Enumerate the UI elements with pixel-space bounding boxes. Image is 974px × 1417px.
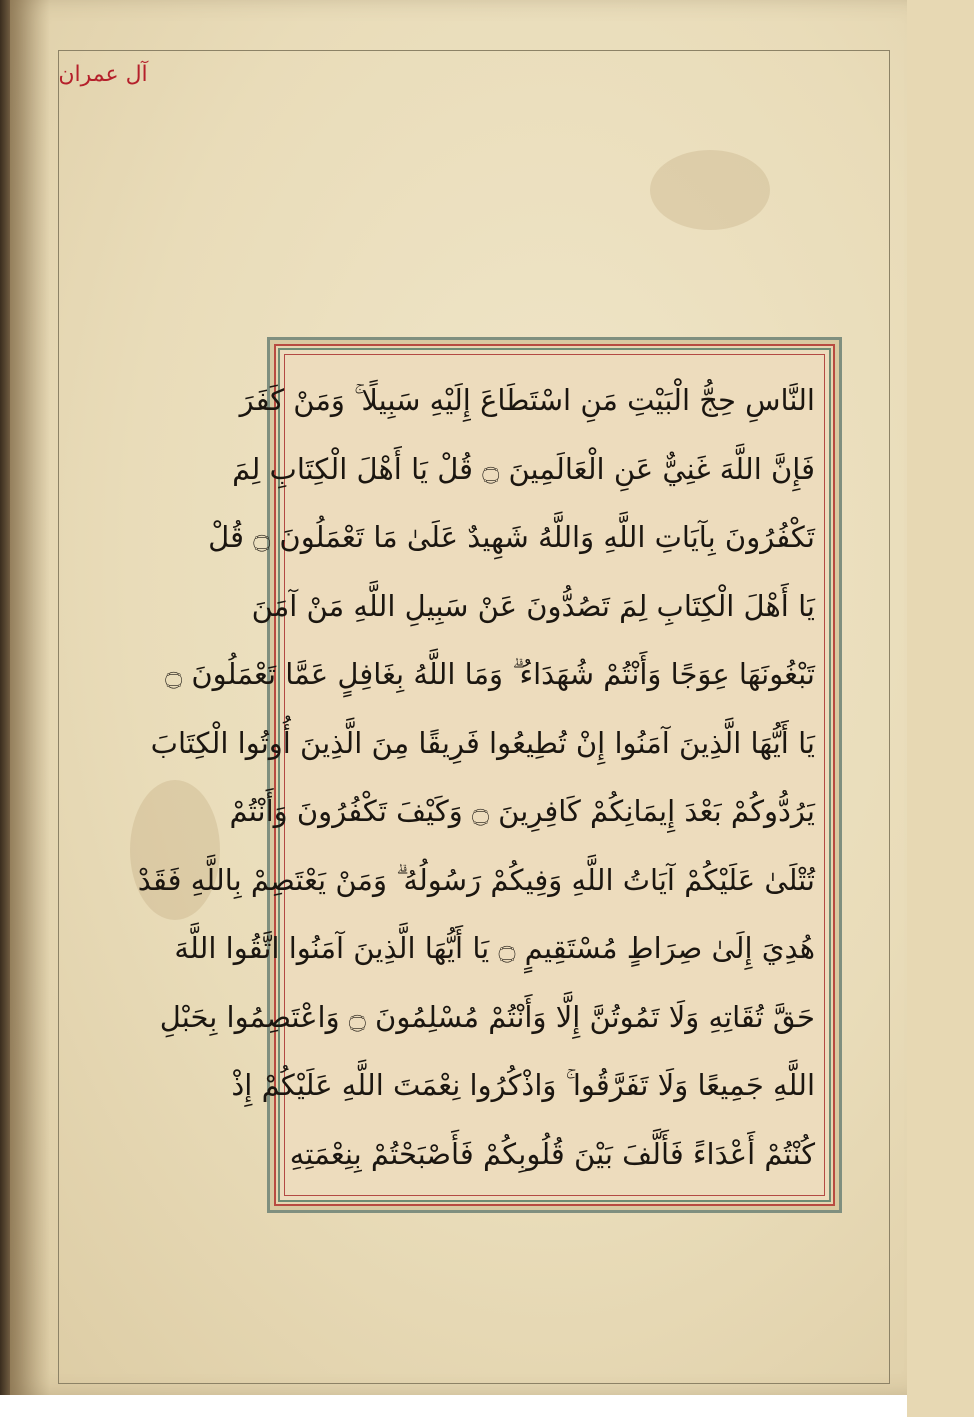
surah-title-header: آل عمران bbox=[58, 62, 148, 87]
text-line-1: النَّاسِ حِجُّ الْبَيْتِ مَنِ اسْتَطَاعَ إِلَيْهِ سَبِيلًا ۚ وَمَنْ كَفَرَ bbox=[239, 383, 815, 417]
text-lines-container bbox=[137, 364, 815, 1186]
text-line-11: اللَّهِ جَمِيعًا وَلَا تَفَرَّقُوا ۚ وَاذْكُرُوا نِعْمَتَ اللَّهِ عَلَيْكُمْ إِذْ bbox=[231, 1068, 815, 1103]
text-panel-frame bbox=[137, 337, 842, 1213]
text-line-6: يَا أَيُّهَا الَّذِينَ آمَنُوا إِنْ تُطِيعُوا فَرِيقًا مِنَ الَّذِينَ أُوتُوا الْكِتَابَ bbox=[150, 725, 815, 760]
scan-side-strip bbox=[907, 0, 974, 1417]
text-line-12: كُنْتُمْ أَعْدَاءً فَأَلَّفَ بَيْنَ قُلُوبِكُمْ فَأَصْبَحْتُمْ بِنِعْمَتِهِ bbox=[289, 1136, 815, 1171]
text-line-7: يَرُدُّوكُمْ بَعْدَ إِيمَانِكُمْ كَافِرِينَ ۝ وَكَيْفَ تَكْفُرُونَ وَأَنْتُمْ bbox=[229, 794, 815, 829]
text-line-5: تَبْغُونَهَا عِوَجًا وَأَنْتُمْ شُهَدَاءُ ۗ وَمَا اللَّهُ بِغَافِلٍ عَمَّا تَعْمَلُونَ ۝ bbox=[165, 657, 815, 692]
text-line-10: حَقَّ تُقَاتِهِ وَلَا تَمُوتُنَّ إِلَّا وَأَنْتُمْ مُسْلِمُونَ ۝ وَاعْتَصِمُوا بِحَبْلِ bbox=[159, 999, 815, 1034]
paper-stain bbox=[650, 150, 770, 230]
text-line-3: تَكْفُرُونَ بِآيَاتِ اللَّهِ وَاللَّهُ شَهِيدٌ عَلَىٰ مَا تَعْمَلُونَ ۝ قُلْ bbox=[208, 520, 815, 555]
gutter-shadow bbox=[10, 0, 50, 1395]
scan-bottom-band bbox=[0, 1395, 907, 1417]
text-line-2: فَإِنَّ اللَّهَ غَنِيٌّ عَنِ الْعَالَمِينَ ۝ قُلْ يَا أَهْلَ الْكِتَابِ لِمَ bbox=[232, 451, 815, 486]
text-line-8: تُتْلَىٰ عَلَيْكُمْ آيَاتُ اللَّهِ وَفِيكُمْ رَسُولُهُ ۗ وَمَنْ يَعْتَصِمْ بِاللَّهِ فَقَدْ bbox=[137, 862, 815, 897]
text-line-4: يَا أَهْلَ الْكِتَابِ لِمَ تَصُدُّونَ عَنْ سَبِيلِ اللَّهِ مَنْ آمَنَ bbox=[251, 588, 815, 623]
text-line-9: هُدِيَ إِلَىٰ صِرَاطٍ مُسْتَقِيمٍ ۝ يَا أَيُّهَا الَّذِينَ آمَنُوا اتَّقُوا اللَّهَ bbox=[174, 931, 815, 966]
